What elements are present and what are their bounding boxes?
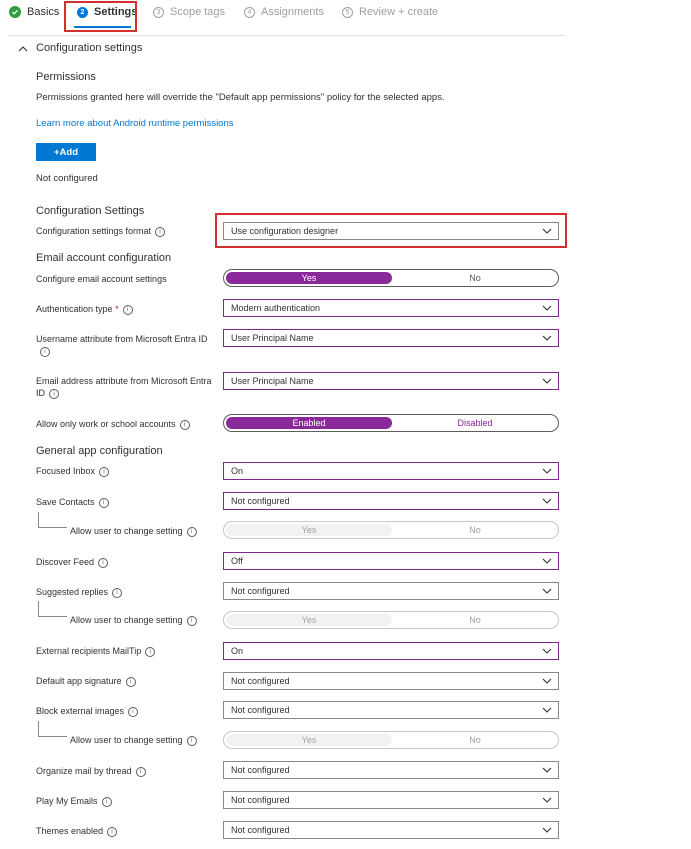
chevron-down-icon — [542, 587, 552, 595]
info-icon: i — [187, 736, 197, 746]
chevron-down-icon — [542, 497, 552, 505]
learn-more-link[interactable]: Learn more about Android runtime permissions — [36, 118, 234, 129]
chevron-down-icon — [542, 377, 552, 385]
chevron-down-icon — [542, 334, 552, 342]
dropdown-value: Not configured — [231, 676, 290, 686]
tree-connector — [38, 601, 67, 617]
info-icon: i — [49, 389, 59, 399]
toggle-no[interactable]: No — [469, 525, 481, 535]
dropdown-value: User Principal Name — [231, 333, 314, 343]
external-mailtip-label: External recipients MailTip i — [36, 645, 216, 657]
discover-feed-dropdown[interactable] — [223, 552, 559, 570]
external-mailtip-dropdown[interactable] — [223, 642, 559, 660]
info-icon: i — [40, 347, 50, 357]
chevron-up-icon — [18, 45, 28, 52]
chevron-down-icon — [542, 796, 552, 804]
chevron-down-icon — [542, 647, 552, 655]
dropdown-value: Not configured — [231, 765, 290, 775]
suggested-replies-allow-change-label: Allow user to change setting i — [70, 615, 197, 626]
allow-work-accounts-label: Allow only work or school accounts i — [36, 418, 216, 430]
configure-email-label: Configure email account settings — [36, 274, 167, 284]
info-icon: i — [155, 227, 165, 237]
info-icon: i — [187, 616, 197, 626]
dropdown-value: On — [231, 466, 244, 476]
dropdown-value: Modern authentication — [231, 303, 321, 313]
toggle-disabled[interactable]: Disabled — [457, 418, 493, 428]
save-contacts-allow-change-label: Allow user to change setting i — [70, 526, 197, 537]
info-icon: i — [123, 305, 133, 315]
username-attribute-label: Username attribute from Microsoft Entra IDi — [36, 334, 208, 355]
allow-work-accounts-toggle[interactable] — [223, 414, 559, 432]
info-icon: i — [126, 677, 136, 687]
tab-label: Basics — [27, 6, 60, 18]
format-label: Configuration settings format i — [36, 225, 216, 237]
suggested-replies-allow-change-toggle[interactable] — [223, 611, 559, 629]
tab-label: Assignments — [261, 6, 324, 18]
permissions-description: Permissions granted here will override the "Default app permissions" policy for the selected apps. — [36, 92, 445, 103]
save-contacts-allow-change-toggle[interactable] — [223, 521, 559, 539]
dropdown-value: User Principal Name — [231, 376, 314, 386]
themes-enabled-label: Themes enabled i — [36, 825, 216, 837]
block-images-allow-change-toggle[interactable] — [223, 731, 559, 749]
info-icon: i — [99, 467, 109, 477]
info-icon: i — [136, 767, 146, 777]
tab-label: Settings — [94, 6, 138, 18]
permissions-heading: Permissions — [36, 71, 96, 83]
toggle-yes[interactable]: Yes — [226, 734, 392, 746]
save-contacts-dropdown[interactable] — [223, 492, 559, 510]
suggested-replies-dropdown[interactable] — [223, 582, 559, 600]
chevron-down-icon — [542, 677, 552, 685]
toggle-yes[interactable]: Yes — [226, 614, 392, 626]
email-attribute-dropdown[interactable] — [223, 372, 559, 390]
email-account-heading: Email account configuration — [36, 252, 172, 264]
default-signature-label: Default app signature i — [36, 675, 216, 687]
dropdown-value: Not configured — [231, 496, 290, 506]
add-permission-button[interactable]: +Add — [36, 143, 96, 161]
chevron-down-icon — [542, 766, 552, 774]
info-icon: i — [98, 558, 108, 568]
configure-email-toggle[interactable] — [223, 269, 559, 287]
chevron-down-icon — [542, 304, 552, 312]
authentication-type-label: Authentication type * i — [36, 303, 216, 315]
play-emails-dropdown[interactable] — [223, 791, 559, 809]
info-icon: i — [180, 420, 190, 430]
check-icon — [9, 6, 21, 18]
info-icon: i — [145, 647, 155, 657]
tab-basics[interactable] — [9, 6, 59, 18]
default-signature-dropdown[interactable] — [223, 672, 559, 690]
info-icon: i — [187, 527, 197, 537]
toggle-no[interactable]: No — [469, 615, 481, 625]
dropdown-value: Not configured — [231, 795, 290, 805]
focused-inbox-label: Focused Inbox i — [36, 465, 216, 477]
tree-connector — [38, 721, 67, 737]
dropdown-value: Not configured — [231, 705, 290, 715]
dropdown-value: Use configuration designer — [231, 226, 339, 236]
save-contacts-label: Save Contacts i — [36, 496, 216, 508]
info-icon: i — [99, 498, 109, 508]
block-images-label: Block external images i — [36, 705, 216, 717]
organize-thread-label: Organize mail by thread i — [36, 765, 216, 777]
play-emails-label: Play My Emails i — [36, 795, 216, 807]
tree-connector — [38, 512, 67, 528]
tab-label: Scope tags — [170, 6, 226, 18]
configuration-settings-section-toggle[interactable] — [18, 42, 142, 54]
info-icon: i — [128, 707, 138, 717]
tab-review-create[interactable] — [342, 6, 438, 18]
info-icon: i — [107, 827, 117, 837]
block-images-allow-change-label: Allow user to change setting i — [70, 735, 197, 746]
organize-thread-dropdown[interactable] — [223, 761, 559, 779]
block-images-dropdown[interactable] — [223, 701, 559, 719]
discover-feed-label: Discover Feed i — [36, 556, 216, 568]
chevron-down-icon — [542, 557, 552, 565]
dropdown-value: Not configured — [231, 586, 290, 596]
username-attribute-dropdown[interactable] — [223, 329, 559, 347]
chevron-down-icon — [542, 706, 552, 714]
tab-label: Review + create — [359, 6, 439, 18]
dropdown-value: Not configured — [231, 825, 290, 835]
step-number: 4 — [244, 7, 255, 18]
dropdown-value: Off — [231, 556, 243, 566]
section-title: Configuration settings — [36, 42, 143, 54]
tab-scope-tags[interactable] — [153, 6, 225, 18]
toggle-no[interactable]: No — [469, 735, 481, 745]
step-number: 2 — [77, 7, 88, 18]
themes-enabled-dropdown[interactable] — [223, 821, 559, 839]
step-number: 5 — [342, 7, 353, 18]
email-attribute-label: Email address attribute from Microsoft Entra ID i — [36, 376, 212, 398]
dropdown-value: On — [231, 646, 244, 656]
highlight-box-settings-tab — [64, 1, 137, 32]
chevron-down-icon — [542, 826, 552, 834]
tabs-divider — [8, 35, 565, 36]
toggle-yes[interactable]: Yes — [226, 272, 392, 284]
suggested-replies-label: Suggested replies i — [36, 586, 216, 598]
configuration-settings-heading: Configuration Settings — [36, 205, 145, 217]
focused-inbox-dropdown[interactable] — [223, 462, 559, 480]
highlight-box-format-dropdown — [215, 213, 567, 248]
permissions-status: Not configured — [36, 173, 98, 184]
chevron-down-icon — [542, 467, 552, 475]
toggle-no[interactable]: No — [469, 273, 481, 283]
tab-assignments[interactable] — [244, 6, 324, 18]
authentication-type-dropdown[interactable] — [223, 299, 559, 317]
info-icon: i — [112, 588, 122, 598]
toggle-yes[interactable]: Yes — [226, 524, 392, 536]
general-app-heading: General app configuration — [36, 445, 163, 457]
toggle-enabled[interactable]: Enabled — [226, 417, 392, 429]
step-number: 3 — [153, 7, 164, 18]
info-icon: i — [102, 797, 112, 807]
